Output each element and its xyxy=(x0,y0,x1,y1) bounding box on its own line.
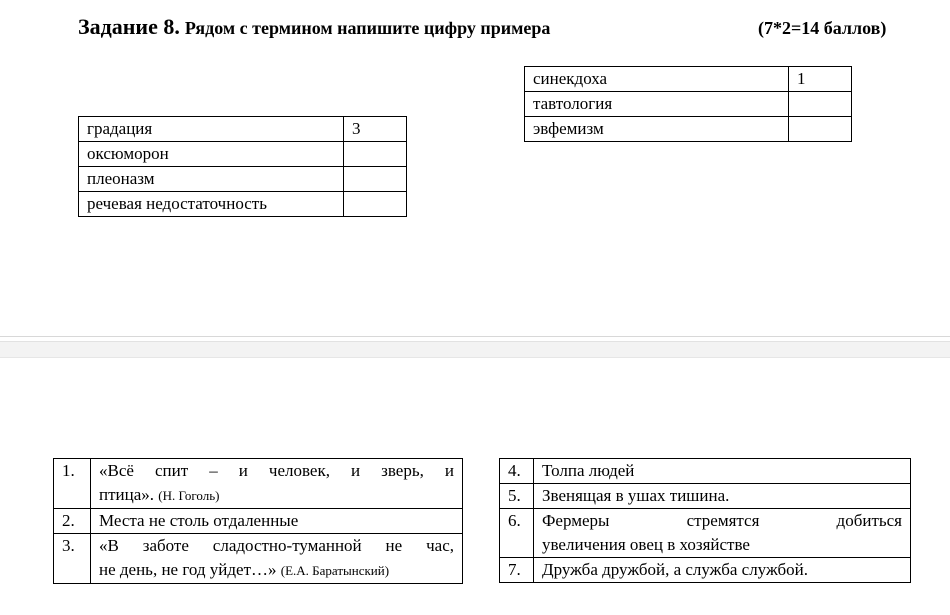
table-row xyxy=(500,558,911,583)
example-number: 2. xyxy=(54,509,91,534)
example-text: Дружба дружбой, а служба службой. xyxy=(534,558,911,583)
table-row xyxy=(500,509,911,558)
example-text xyxy=(534,509,911,558)
example-author: (Е.А. Баратынский) xyxy=(280,563,390,578)
example-number: 7. xyxy=(500,558,534,583)
answer-cell[interactable] xyxy=(789,117,852,142)
task-score: (7*2=14 баллов) xyxy=(758,18,887,38)
task-instruction: Рядом с термином напишите цифру примера xyxy=(184,18,551,38)
table-row xyxy=(54,534,463,584)
example-text xyxy=(91,459,463,509)
examples-table-left xyxy=(53,458,463,584)
table-row xyxy=(79,117,407,142)
example-text: Толпа людей xyxy=(534,459,911,484)
example-line: «Всё спит – и человек, и зверь, и xyxy=(99,461,454,480)
table-row xyxy=(500,459,911,484)
answer-cell[interactable] xyxy=(344,192,407,217)
table-row xyxy=(54,509,463,534)
term-cell: плеоназм xyxy=(79,167,344,192)
table-row xyxy=(525,67,852,92)
term-cell: тавтология xyxy=(525,92,789,117)
task-title xyxy=(78,14,550,40)
answer-cell[interactable] xyxy=(789,92,852,117)
table-row xyxy=(79,167,407,192)
answer-cell[interactable]: 3 xyxy=(344,117,407,142)
examples-table-right xyxy=(499,458,911,583)
example-number: 5. xyxy=(500,484,534,509)
page-divider xyxy=(0,336,950,337)
example-line: не день, не год уйдет…» xyxy=(99,560,277,579)
example-number: 3. xyxy=(54,534,91,584)
example-line: увеличения овец в хозяйстве xyxy=(542,535,750,554)
example-number: 6. xyxy=(500,509,534,558)
table-row xyxy=(525,92,852,117)
term-cell: эвфемизм xyxy=(525,117,789,142)
term-cell: речевая недостаточность xyxy=(79,192,344,217)
example-line: Фермеры стремятся добиться xyxy=(542,511,902,530)
term-cell: градация xyxy=(79,117,344,142)
table-row xyxy=(79,192,407,217)
example-number: 1. xyxy=(54,459,91,509)
term-cell: оксюморон xyxy=(79,142,344,167)
terms-table-left xyxy=(78,116,407,217)
example-text xyxy=(91,534,463,584)
page-break-band xyxy=(0,341,950,358)
task-number: Задание 8. xyxy=(78,14,180,39)
table-row xyxy=(54,459,463,509)
term-cell: синекдоха xyxy=(525,67,789,92)
table-row xyxy=(79,142,407,167)
answer-cell[interactable] xyxy=(344,142,407,167)
example-line: «В заботе сладостно-туманной не час, xyxy=(99,536,454,555)
table-row xyxy=(525,117,852,142)
table-row xyxy=(500,484,911,509)
example-text: Места не столь отдаленные xyxy=(91,509,463,534)
example-number: 4. xyxy=(500,459,534,484)
answer-cell[interactable] xyxy=(344,167,407,192)
example-text: Звенящая в ушах тишина. xyxy=(534,484,911,509)
example-line: птица». xyxy=(99,485,155,504)
example-author: (Н. Гоголь) xyxy=(158,488,220,503)
terms-table-right xyxy=(524,66,852,142)
answer-cell[interactable]: 1 xyxy=(789,67,852,92)
